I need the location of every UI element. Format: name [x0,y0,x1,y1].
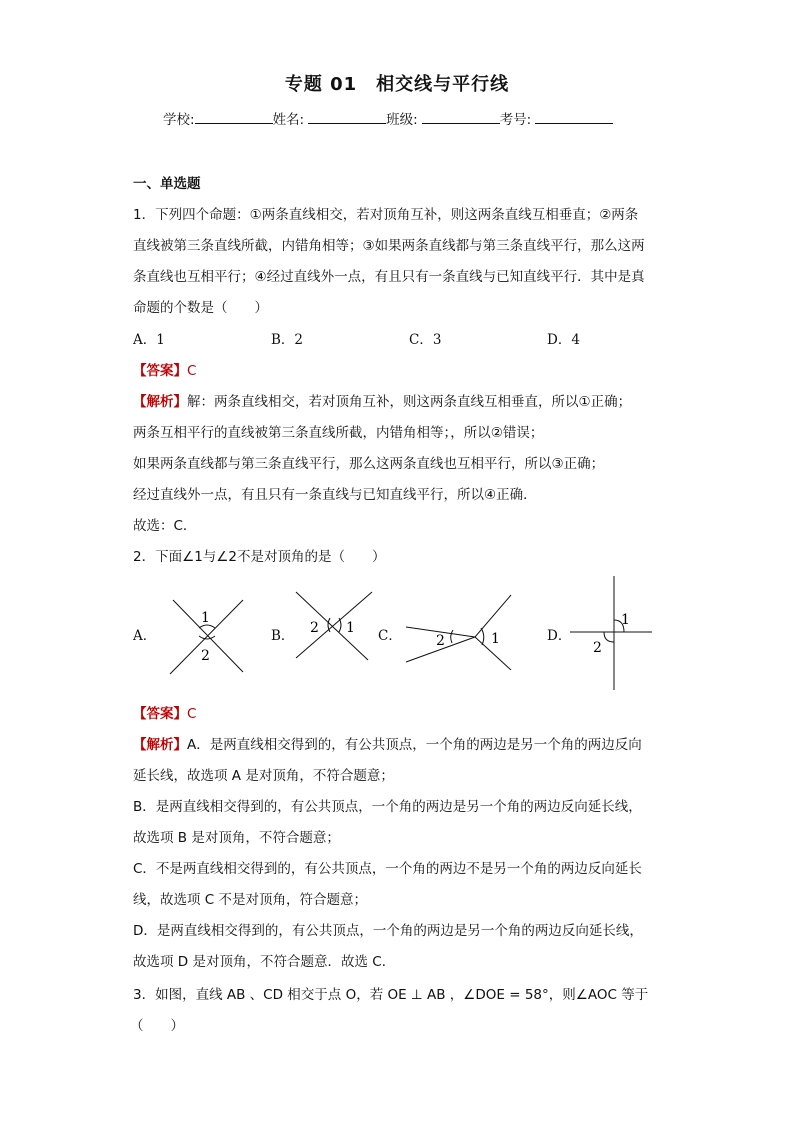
q2-analysis-line: B．是两直线相交得到的，有公共顶点，一个角的两边是另一个角的两边反向延长线， [133,799,642,815]
name-blank[interactable] [308,109,386,124]
analysis-label: 【解析】 [133,394,187,410]
school-label: 学校: [163,112,195,128]
q2-stem: 2．下面∠1与∠2不是对顶角的是（ ） [133,549,386,565]
answer-label: 【答案】 [133,706,187,722]
analysis-label: 【解析】 [133,737,187,753]
number-blank[interactable] [535,109,613,124]
class-label: 班级: [386,112,418,128]
q1-option-b: B．2 [271,332,304,348]
figure-d [568,574,654,692]
figure-d-arc-2 [604,632,614,642]
q1-analysis-line [133,390,631,410]
school-blank[interactable] [195,109,273,124]
answer-value: C [187,363,197,379]
figure-d-angle-2: 2 [593,640,602,656]
figure-b-angle-1: 1 [346,620,355,636]
figure-c-arc-2 [451,630,453,643]
q1-option-d: D．4 [547,332,580,348]
q2-analysis-line: 故选项 D 是对顶角，不符合题意．故选 C． [133,954,396,970]
figure-a-angle-1: 1 [201,610,210,626]
figure-b-line-1 [296,592,368,660]
analysis-text: 解：两条直线相交，若对顶角互补，则这两条直线互相垂直，所以①正确； [187,394,632,410]
class-blank[interactable] [422,109,500,124]
q2-option-c-label: C． [378,628,402,644]
student-info-row [163,108,613,128]
analysis-text: A．是两直线相交得到的，有公共顶点，一个角的两边是另一个角的两边反向 [187,737,642,753]
q1-analysis-line: 故选：C． [133,518,197,534]
figure-b-angle-2: 2 [310,620,319,636]
q1-analysis-line: 两条互相平行的直线被第三条直线所截，内错角相等；，所以②错误； [133,425,544,441]
q2-analysis-line: 故选项 B 是对顶角，不符合题意； [133,830,340,846]
q2-analysis-line: D．是两直线相交得到的，有公共顶点，一个角的两边是另一个角的两边反向延长线， [133,923,643,939]
figure-a-angle-2: 2 [201,648,210,664]
q1-line: 1．下列四个命题：①两条直线相交，若对顶角互补，则这两条直线互相垂直；②两条 [133,207,639,223]
q1-analysis-line: 如果两条直线都与第三条直线平行，那么这两条直线也互相平行，所以③正确； [133,456,605,472]
q2-analysis-line: 延长线，故选项 A 是对顶角，不符合题意； [133,768,394,784]
figure-b [292,588,376,664]
q1-line: 命题的个数是（ ） [133,300,268,316]
q2-option-d-label: D． [547,628,572,644]
q2-answer [133,702,196,722]
q3-stem: 3．如图，直线 AB 、CD 相交于点 O，若 OE ⊥ AB ，∠DOE = 58°，则∠AOC 等于 [133,987,649,1003]
answer-value: C [187,706,197,722]
figure-c-angle-1: 1 [491,631,500,647]
q1-line: 直线被第三条直线所截，内错角相等；③如果两条直线都与第三条直线平行，那么这两 [133,238,645,254]
q2-option-b-label: B． [271,628,295,644]
section-heading: 一、单选题 [133,176,201,192]
q1-option-c: C．3 [409,332,442,348]
answer-label: 【答案】 [133,363,187,379]
page-title: 专题 01 相交线与平行线 [284,74,510,95]
q1-analysis-line: 经过直线外一点，有且只有一条直线与已知直线平行，所以④正确． [133,487,537,503]
q1-line: 条直线也互相平行；④经过直线外一点，有且只有一条直线与已知直线平行．其中是真 [133,269,645,285]
figure-c [403,590,518,670]
q3-stem-bracket: （ ） [130,1018,184,1034]
name-label: 姓名: [272,112,305,128]
number-label: 考号: [499,112,532,128]
figure-d-angle-1: 1 [621,612,630,628]
figure-c-angle-2: 2 [436,633,445,649]
q1-answer [133,359,196,379]
figure-a [165,596,250,676]
figure-b-line-2 [296,592,372,658]
q2-analysis-line: 线，故选项 C 不是对顶角，符合题意； [133,892,368,908]
q2-analysis-line: C．不是两直线相交得到的，有公共顶点，一个角的两边不是另一个角的两边反向延长 [133,861,642,877]
q1-option-a: A．1 [133,332,165,348]
q2-analysis-line [133,733,642,753]
q2-option-a-label: A． [133,628,157,644]
